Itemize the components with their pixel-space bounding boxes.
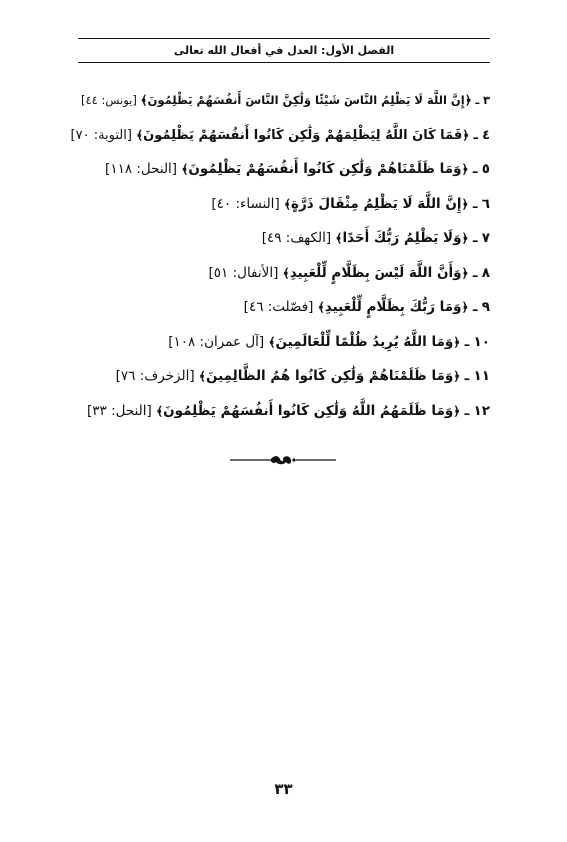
verse-text: وَلَا يَظْلِمُ رَبُّكَ أَحَدًا [342, 230, 462, 246]
verse-reference: [يونس: ٤٤] [80, 93, 137, 107]
verse-number: ٧ [481, 230, 490, 246]
close-quran-bracket: ﴾ [136, 127, 144, 142]
verse-row [70, 157, 490, 192]
verse-dash: ـ [464, 333, 470, 350]
verse-reference: [فصّلت: ٤٦] [243, 299, 314, 315]
verse-number: ٦ [481, 195, 490, 212]
verse-row [70, 364, 490, 399]
close-quran-bracket: ﴾ [335, 231, 343, 245]
running-header: الفصل الأول: العدل في أفعال الله تعالى [173, 44, 395, 57]
verse-row [70, 192, 490, 227]
verse-text: وَمَا اللَّهُ يُرِيدُ ظُلْمًا لِّلْعَالَمِينَ [275, 333, 454, 350]
verse-row [70, 295, 490, 330]
open-quran-bracket: ﴿ [453, 403, 461, 418]
close-quran-bracket: ﴾ [156, 403, 164, 418]
verse-text: وَمَا ظَلَمْنَاهُمْ وَلَٰكِن كَانُوا هُمُ الظَّالِمِينَ [205, 368, 454, 384]
verse-dash: ـ [472, 195, 478, 212]
verse-text: إِنَّ اللَّهَ لَا يَظْلِمُ النَّاسَ شَيْئًا وَلَٰكِنَّ النَّاسَ أَنفُسَهُمْ يَظْلِمُونَ [147, 93, 465, 107]
verse-number: ٩ [481, 299, 490, 315]
verse-row [70, 226, 490, 261]
verse-number: ٥ [481, 161, 490, 177]
close-quran-bracket: ﴾ [268, 334, 276, 349]
header-rule [78, 62, 490, 63]
open-quran-bracket: ﴿ [462, 127, 470, 142]
verse-text: وَمَا رَبُّكَ بِظَلَّامٍ لِّلْعَبِيدِ [324, 299, 462, 315]
verse-number: ١٢ [473, 402, 490, 419]
close-quran-bracket: ﴾ [198, 369, 206, 383]
verse-text: إِنَّ اللَّهَ لَا يَظْلِمُ مِثْقَالَ ذَرَّةٍ [291, 195, 462, 212]
verse-row [70, 123, 490, 158]
open-quran-bracket: ﴿ [461, 162, 469, 176]
page-number: ٣٣ [274, 780, 293, 798]
close-quran-bracket: ﴾ [181, 162, 189, 176]
open-quran-bracket: ﴿ [461, 300, 469, 314]
verse-row [70, 261, 490, 296]
verse-list [70, 88, 490, 433]
verse-dash: ـ [472, 299, 478, 315]
verse-number: ٨ [481, 264, 490, 281]
open-quran-bracket: ﴿ [453, 334, 461, 349]
verse-reference: [النحل: ٣٣] [87, 402, 152, 419]
verse-dash: ـ [475, 93, 480, 107]
verse-dash: ـ [464, 368, 470, 384]
verse-reference: [آل عمران: ١٠٨] [168, 333, 265, 350]
close-quran-bracket: ﴾ [317, 300, 325, 314]
open-quran-bracket: ﴿ [461, 265, 469, 280]
verse-dash: ـ [472, 161, 478, 177]
verse-reference: [الزخرف: ٧٦] [115, 368, 195, 384]
decorative-divider-icon [228, 452, 338, 468]
verse-row [70, 88, 490, 123]
close-quran-bracket: ﴾ [140, 93, 148, 107]
close-quran-bracket: ﴾ [284, 196, 292, 211]
verse-row [70, 399, 490, 434]
verse-text: وَمَا ظَلَمْنَاهُمْ وَلَٰكِن كَانُوا أَنفُسَهُمْ يَظْلِمُونَ [188, 161, 462, 177]
verse-row [70, 330, 490, 365]
verse-reference: [الكهف: ٤٩] [261, 230, 332, 246]
verse-dash: ـ [472, 230, 478, 246]
verse-dash: ـ [472, 264, 478, 281]
verse-reference: [النحل: ١١٨] [105, 161, 178, 177]
top-rule [78, 38, 490, 39]
verse-text: وَمَا ظَلَمَهُمُ اللَّهُ وَلَٰكِن كَانُوا أَنفُسَهُمْ يَظْلِمُونَ [163, 402, 454, 419]
verse-text: وَأَنَّ اللَّهَ لَيْسَ بِظَلَّامٍ لِّلْعَبِيدِ [289, 264, 462, 281]
open-quran-bracket: ﴿ [453, 369, 461, 383]
verse-dash: ـ [464, 402, 470, 419]
open-quran-bracket: ﴿ [464, 93, 472, 107]
verse-reference: [الأنفال: ٥١] [208, 264, 279, 281]
verse-number: ٣ [482, 93, 490, 107]
verse-reference: [التوبة: ٧٠] [70, 127, 132, 143]
verse-text: فَمَا كَانَ اللَّهُ لِيَظْلِمَهُمْ وَلَٰكِن كَانُوا أَنفُسَهُمْ يَظْلِمُونَ [143, 127, 463, 143]
verse-reference: [النساء: ٤٠] [211, 195, 280, 212]
verse-number: ١١ [473, 368, 490, 384]
close-quran-bracket: ﴾ [282, 265, 290, 280]
verse-number: ١٠ [473, 333, 490, 350]
verse-number: ٤ [482, 127, 490, 143]
open-quran-bracket: ﴿ [461, 231, 469, 245]
open-quran-bracket: ﴿ [461, 196, 469, 211]
verse-dash: ـ [473, 127, 478, 143]
